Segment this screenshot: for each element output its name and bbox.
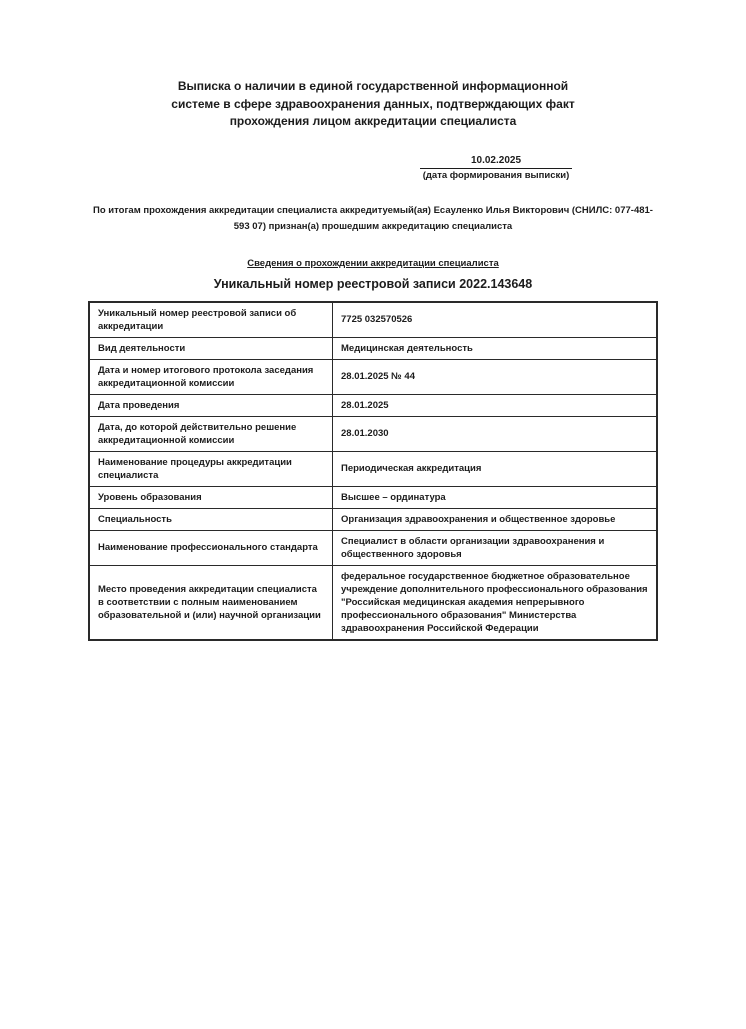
- table-row: [89, 394, 657, 416]
- row-value: федеральное государственное бюджетное образовательное учреждение дополнительного профессионального образования "Российская медицинская академия непрерывного профессионального образования" Министерства здравоохранения Российской Федерации: [333, 565, 658, 640]
- table-row: [89, 530, 657, 565]
- row-label: Уровень образования: [89, 486, 333, 508]
- table-row: [89, 486, 657, 508]
- row-value: Специалист в области организации здравоохранения и общественного здоровья: [333, 530, 658, 565]
- table-row: [89, 337, 657, 359]
- row-label: Вид деятельности: [89, 337, 333, 359]
- row-label: Наименование профессионального стандарта: [89, 530, 333, 565]
- row-value: 28.01.2025: [333, 394, 658, 416]
- row-value: 28.01.2025 № 44: [333, 359, 658, 394]
- extract-date-value: 10.02.2025: [420, 154, 572, 169]
- table-row: [89, 508, 657, 530]
- table-row: [89, 565, 657, 640]
- row-value: Организация здравоохранения и общественное здоровье: [333, 508, 658, 530]
- row-value: 28.01.2030: [333, 416, 658, 451]
- row-label: Дата и номер итогового протокола заседания аккредитационной комиссии: [89, 359, 333, 394]
- registry-number-heading: Уникальный номер реестровой записи 2022.143648: [213, 276, 533, 291]
- row-label: Дата, до которой действительно решение аккредитационной комиссии: [89, 416, 333, 451]
- row-value: Высшее – ординатура: [333, 486, 658, 508]
- row-label: Уникальный номер реестровой записи об аккредитации: [89, 302, 333, 338]
- table-row: [89, 302, 657, 338]
- extract-date-block: [420, 154, 572, 182]
- row-value: Медицинская деятельность: [333, 337, 658, 359]
- intro-paragraph: По итогам прохождения аккредитации специалиста аккредитуемый(ая) Есауленко Илья Викторович (СНИЛС: 077-481-593 07) признан(а) прошедшим аккредитацию специалиста: [93, 204, 653, 232]
- accreditation-table: [88, 301, 658, 641]
- extract-date-caption: (дата формирования выписки): [422, 169, 570, 181]
- row-value: Периодическая аккредитация: [333, 451, 658, 486]
- accreditation-table-body: [89, 302, 657, 640]
- row-label: Место проведения аккредитации специалиста в соответствии с полным наименованием образовательной и (или) научной организации: [89, 565, 333, 640]
- table-row: [89, 416, 657, 451]
- row-value: 7725 032570526: [333, 302, 658, 338]
- table-row: [89, 451, 657, 486]
- table-row: [89, 359, 657, 394]
- row-label: Дата проведения: [89, 394, 333, 416]
- section-header: Сведения о прохождении аккредитации специалиста: [247, 257, 499, 269]
- row-label: Специальность: [89, 508, 333, 530]
- document-title: Выписка о наличии в единой государственной информационной системе в сфере здравоохранения данных, подтверждающих факт прохождения лицом аккредитации специалиста: [171, 79, 575, 128]
- row-label: Наименование процедуры аккредитации специалиста: [89, 451, 333, 486]
